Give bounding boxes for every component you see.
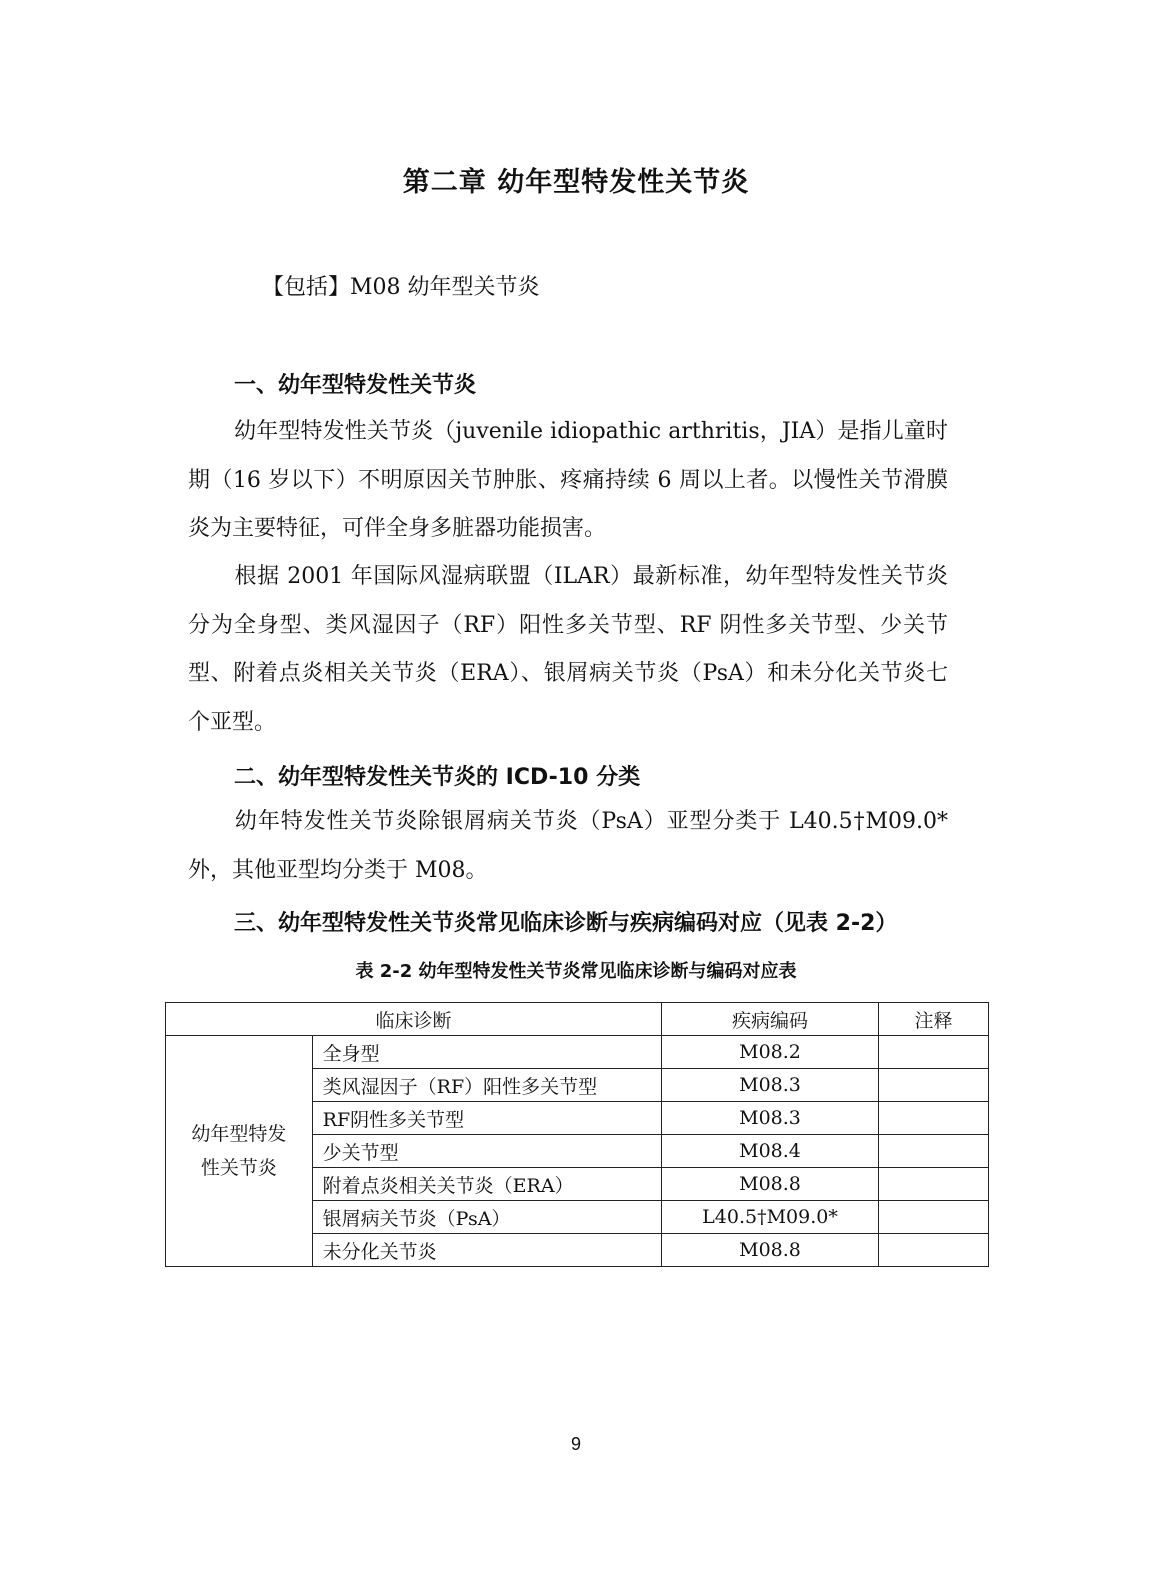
code-cell: M08.4: [662, 1135, 879, 1168]
group-label-line: 性关节炎: [200, 1157, 277, 1179]
diagnosis-cell: 全身型: [312, 1036, 661, 1069]
header-diagnosis: 临床诊断: [166, 1003, 662, 1036]
diagnosis-cell: 类风湿因子（RF）阳性多关节型: [312, 1069, 661, 1102]
header-code: 疾病编码: [662, 1003, 879, 1036]
diagnosis-code-table: [165, 1002, 989, 1267]
note-cell: [878, 1234, 988, 1267]
section-heading-1: 一、幼年型特发性关节炎: [234, 373, 477, 398]
code-cell: M08.8: [662, 1168, 879, 1201]
include-line: 【包括】M08 幼年型关节炎: [262, 275, 540, 300]
note-cell: [878, 1036, 988, 1069]
code-cell: M08.2: [662, 1036, 879, 1069]
header-note: 注释: [878, 1003, 988, 1036]
group-label-line: 幼年型特发: [191, 1123, 287, 1145]
diagnosis-cell: 附着点炎相关关节炎（ERA）: [312, 1168, 661, 1201]
diagnosis-cell: 银屑病关节炎（PsA）: [312, 1201, 661, 1234]
section-2-paragraph-1: [188, 798, 948, 895]
paragraph-text: 幼年特发性关节炎除银屑病关节炎（PsA）亚型分类于 L40.5†M09.0*外，其他亚型均分类于 M08。: [188, 809, 948, 883]
note-cell: [878, 1135, 988, 1168]
section-1-paragraph-2: [188, 553, 948, 747]
note-cell: [878, 1102, 988, 1135]
table-caption: 表 2-2 幼年型特发性关节炎常见临床诊断与编码对应表: [355, 961, 797, 982]
section-heading-3: 三、幼年型特发性关节炎常见临床诊断与疾病编码对应（见表 2-2）: [234, 911, 898, 936]
section-1-paragraph-1: [188, 408, 948, 554]
diagnosis-cell: RF阴性多关节型: [312, 1102, 661, 1135]
code-cell: M08.3: [662, 1102, 879, 1135]
code-cell: L40.5†M09.0*: [662, 1201, 879, 1234]
paragraph-text: 根据 2001 年国际风湿病联盟（ILAR）最新标准，幼年型特发性关节炎分为全身型、类风湿因子（RF）阳性多关节型、RF 阴性多关节型、少关节型、附着点炎相关关节炎（ERA）、银屑病关节炎（PsA）和未分化关节炎七个亚型。: [188, 564, 948, 735]
paragraph-text: 幼年型特发性关节炎（juvenile idiopathic arthritis，JIA）是指儿童时期（16 岁以下）不明原因关节肿胀、疼痛持续 6 周以上者。以慢性关节滑膜炎为主要特征，可伴全身多脏器功能损害。: [188, 419, 948, 541]
code-cell: M08.8: [662, 1234, 879, 1267]
page-number: 9: [570, 1434, 581, 1454]
table-header-row: [166, 1003, 989, 1036]
note-cell: [878, 1069, 988, 1102]
chapter-title: 第二章 幼年型特发性关节炎: [402, 167, 750, 198]
diagnosis-cell: 未分化关节炎: [312, 1234, 661, 1267]
note-cell: [878, 1201, 988, 1234]
code-cell: M08.3: [662, 1069, 879, 1102]
diagnosis-cell: 少关节型: [312, 1135, 661, 1168]
group-label-cell: [166, 1036, 313, 1267]
section-heading-2: 二、幼年型特发性关节炎的 ICD-10 分类: [234, 765, 641, 790]
note-cell: [878, 1168, 988, 1201]
table-row: [166, 1036, 989, 1069]
